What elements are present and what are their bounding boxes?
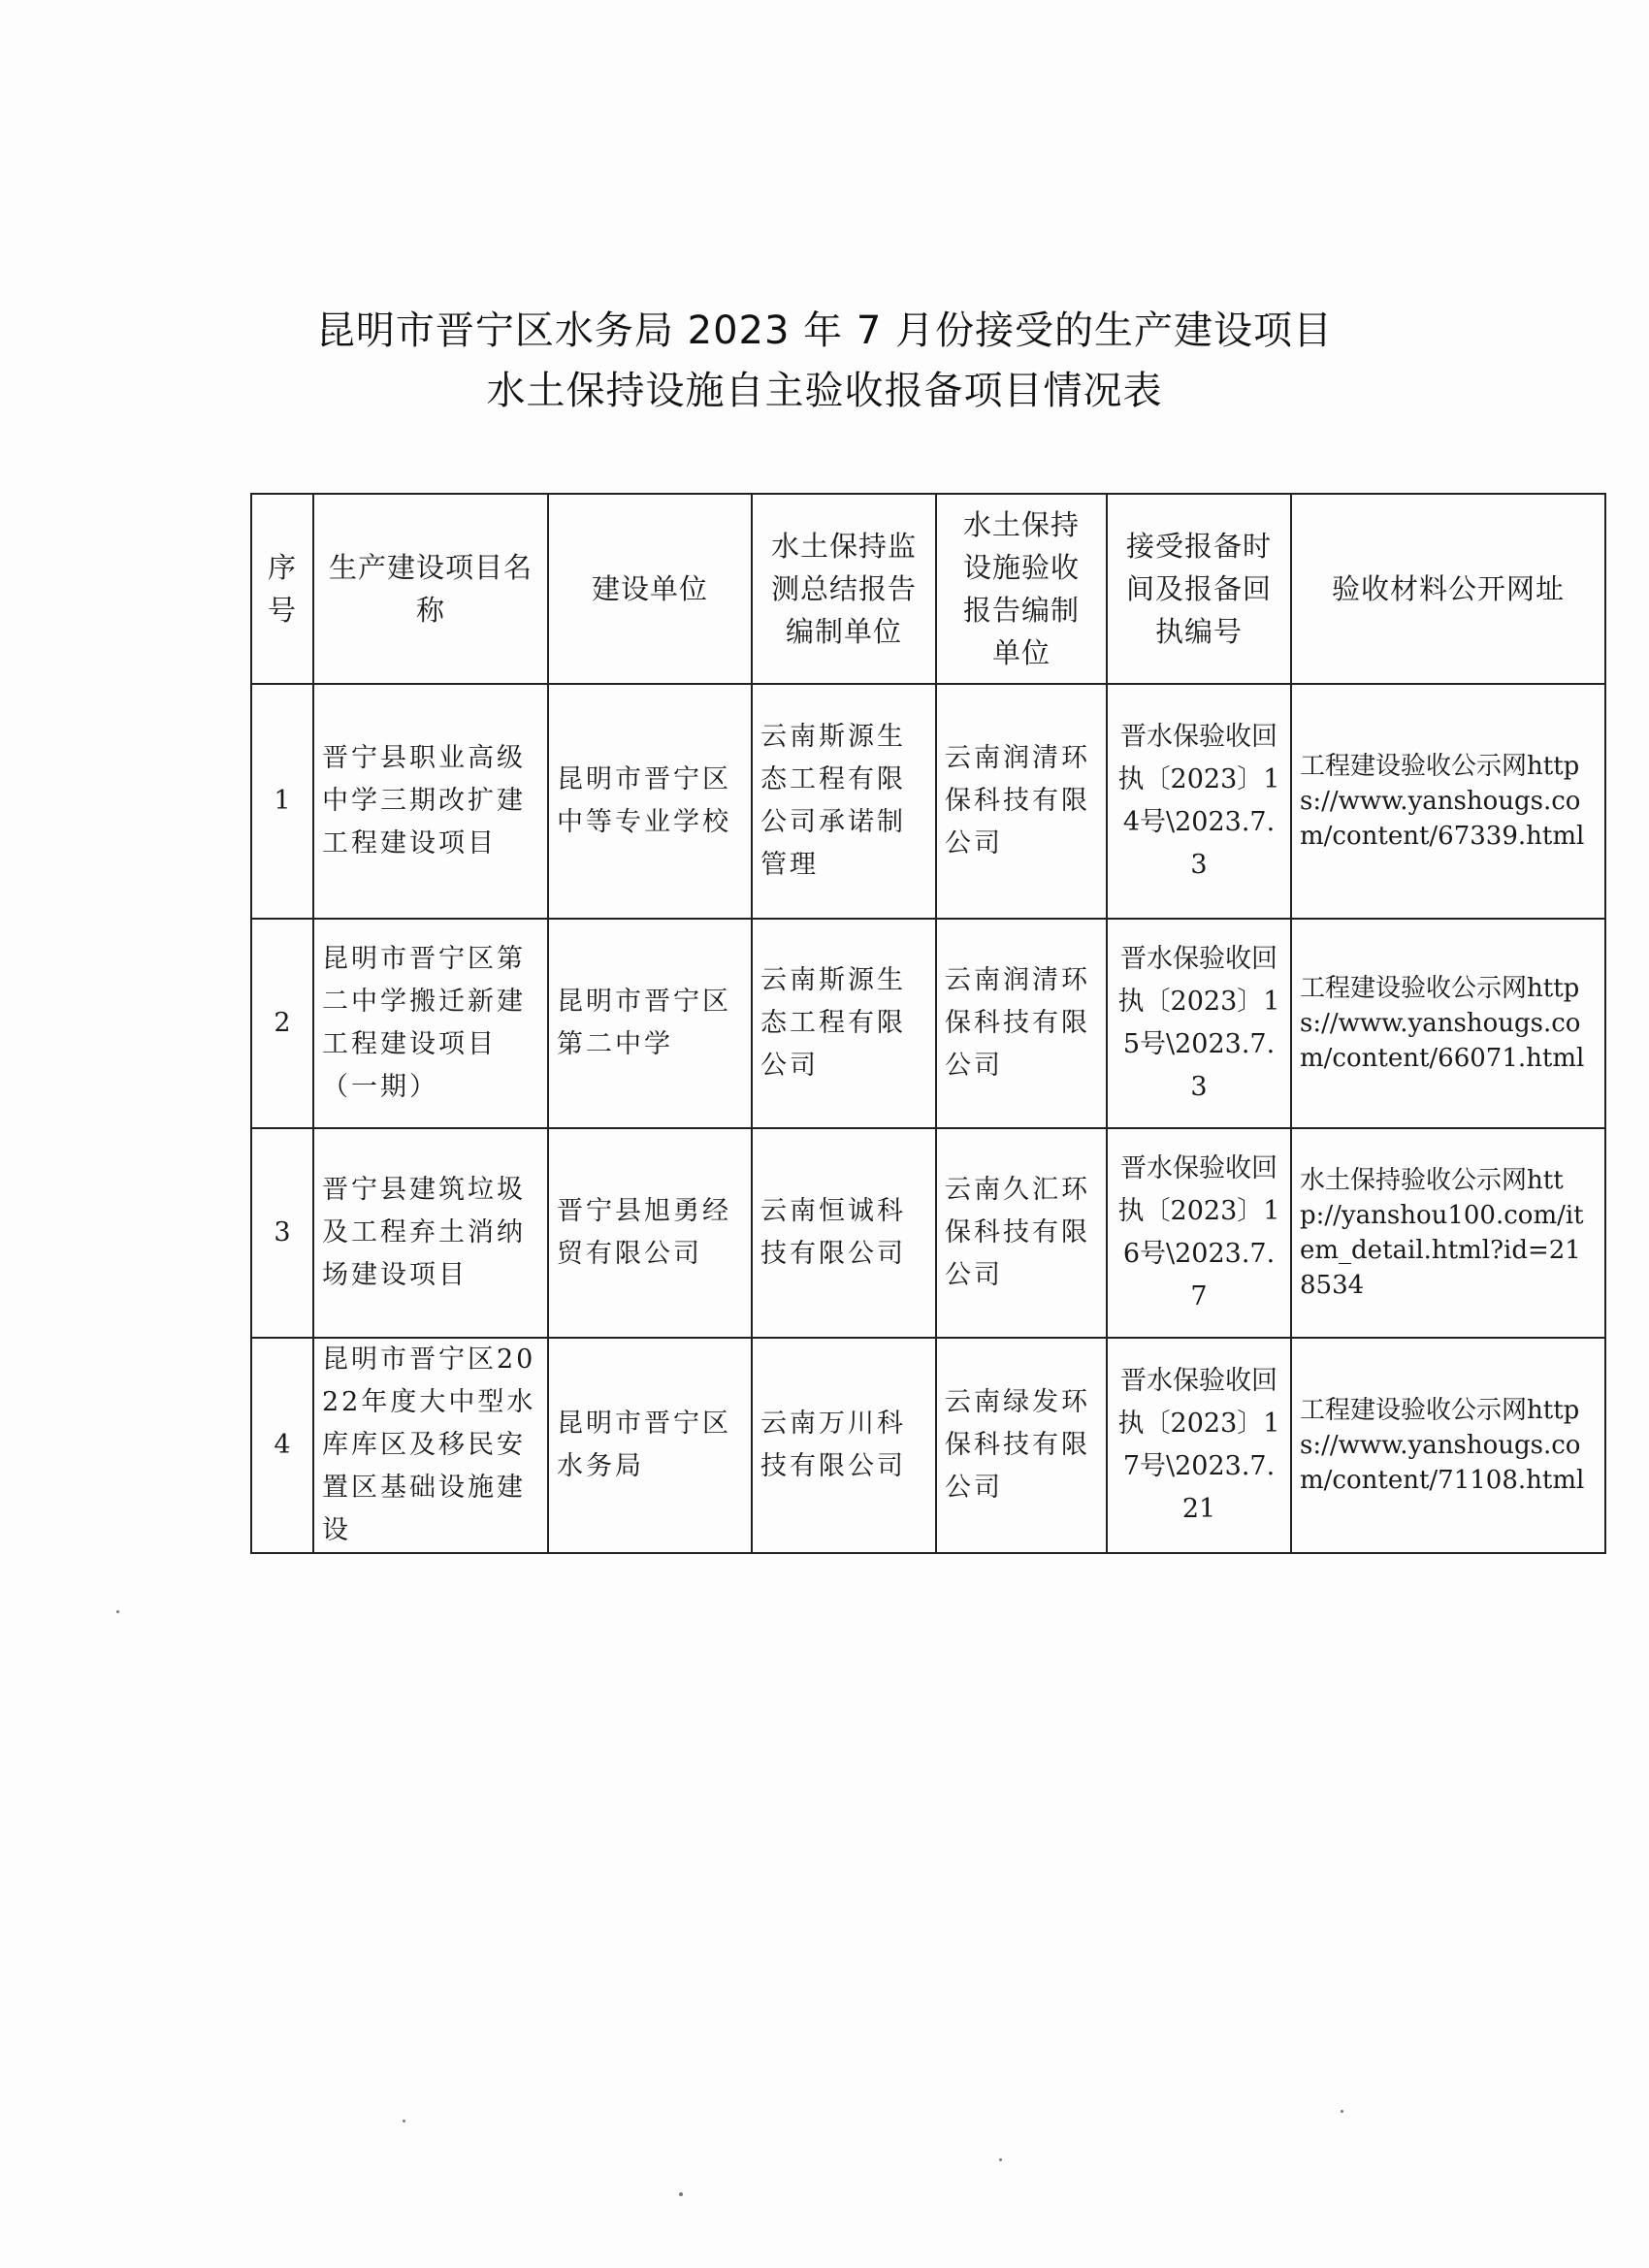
table-header-row (251, 494, 1605, 684)
cell-builder: 昆明市晋宁区水务局 (548, 1338, 752, 1553)
table-row (251, 1128, 1605, 1338)
header-acceptance-unit: 水土保持设施验收报告编制单位 (936, 494, 1107, 684)
cell-monitor-unit: 云南恒诚科技有限公司 (752, 1128, 936, 1338)
cell-url: 水土保持验收公示网http://yanshou100.com/item_detail.html?id=218534 (1291, 1128, 1605, 1338)
cell-builder: 昆明市晋宁区第二中学 (548, 919, 752, 1128)
cell-no: 3 (251, 1128, 313, 1338)
cell-receipt: 晋水保验收回执〔2023〕17号\2023.7.21 (1107, 1338, 1291, 1553)
cell-acceptance-unit: 云南绿发环保科技有限公司 (936, 1338, 1107, 1553)
cell-monitor-unit: 云南万川科技有限公司 (752, 1338, 936, 1553)
title-line-1: 昆明市晋宁区水务局 2023 年 7 月份接受的生产建设项目 (315, 308, 1334, 353)
header-no: 序号 (251, 494, 313, 684)
cell-acceptance-unit: 云南润清环保科技有限公司 (936, 919, 1107, 1128)
cell-project: 晋宁县建筑垃圾及工程弃土消纳场建设项目 (313, 1128, 548, 1338)
cell-receipt: 晋水保验收回执〔2023〕16号\2023.7.7 (1107, 1128, 1291, 1338)
cell-project: 昆明市晋宁区2022年度大中型水库库区及移民安置区基础设施建设 (313, 1338, 548, 1553)
header-project: 生产建设项目名称 (313, 494, 548, 684)
cell-no: 2 (251, 919, 313, 1128)
scan-speck (679, 2192, 683, 2196)
cell-url: 工程建设验收公示网https://www.yanshougs.com/content/67339.html (1291, 684, 1605, 919)
cell-acceptance-unit: 云南久汇环保科技有限公司 (936, 1128, 1107, 1338)
header-monitor-unit: 水土保持监测总结报告编制单位 (752, 494, 936, 684)
document-title (0, 301, 1649, 421)
cell-project: 昆明市晋宁区第二中学搬迁新建工程建设项目（一期） (313, 919, 548, 1128)
cell-receipt: 晋水保验收回执〔2023〕15号\2023.7.3 (1107, 919, 1291, 1128)
scan-speck (999, 2158, 1002, 2161)
table-row (251, 684, 1605, 919)
report-table (250, 493, 1606, 1554)
header-receipt: 接受报备时间及报备回执编号 (1107, 494, 1291, 684)
table-row (251, 919, 1605, 1128)
cell-builder: 昆明市晋宁区中等专业学校 (548, 684, 752, 919)
scan-speck (403, 2120, 405, 2122)
header-builder: 建设单位 (548, 494, 752, 684)
title-line-2: 水土保持设施自主验收报备项目情况表 (486, 369, 1163, 413)
cell-monitor-unit: 云南斯源生态工程有限公司 (752, 919, 936, 1128)
cell-monitor-unit: 云南斯源生态工程有限公司承诺制管理 (752, 684, 936, 919)
scan-speck (1341, 2110, 1343, 2113)
cell-no: 4 (251, 1338, 313, 1553)
scan-speck (116, 1610, 119, 1613)
cell-url: 工程建设验收公示网https://www.yanshougs.com/content/66071.html (1291, 919, 1605, 1128)
cell-acceptance-unit: 云南润清环保科技有限公司 (936, 684, 1107, 919)
header-url: 验收材料公开网址 (1291, 494, 1605, 684)
cell-builder: 晋宁县旭勇经贸有限公司 (548, 1128, 752, 1338)
cell-url: 工程建设验收公示网https://www.yanshougs.com/content/71108.html (1291, 1338, 1605, 1553)
table-row (251, 1338, 1605, 1553)
cell-receipt: 晋水保验收回执〔2023〕14号\2023.7.3 (1107, 684, 1291, 919)
cell-project: 晋宁县职业高级中学三期改扩建工程建设项目 (313, 684, 548, 919)
cell-no: 1 (251, 684, 313, 919)
